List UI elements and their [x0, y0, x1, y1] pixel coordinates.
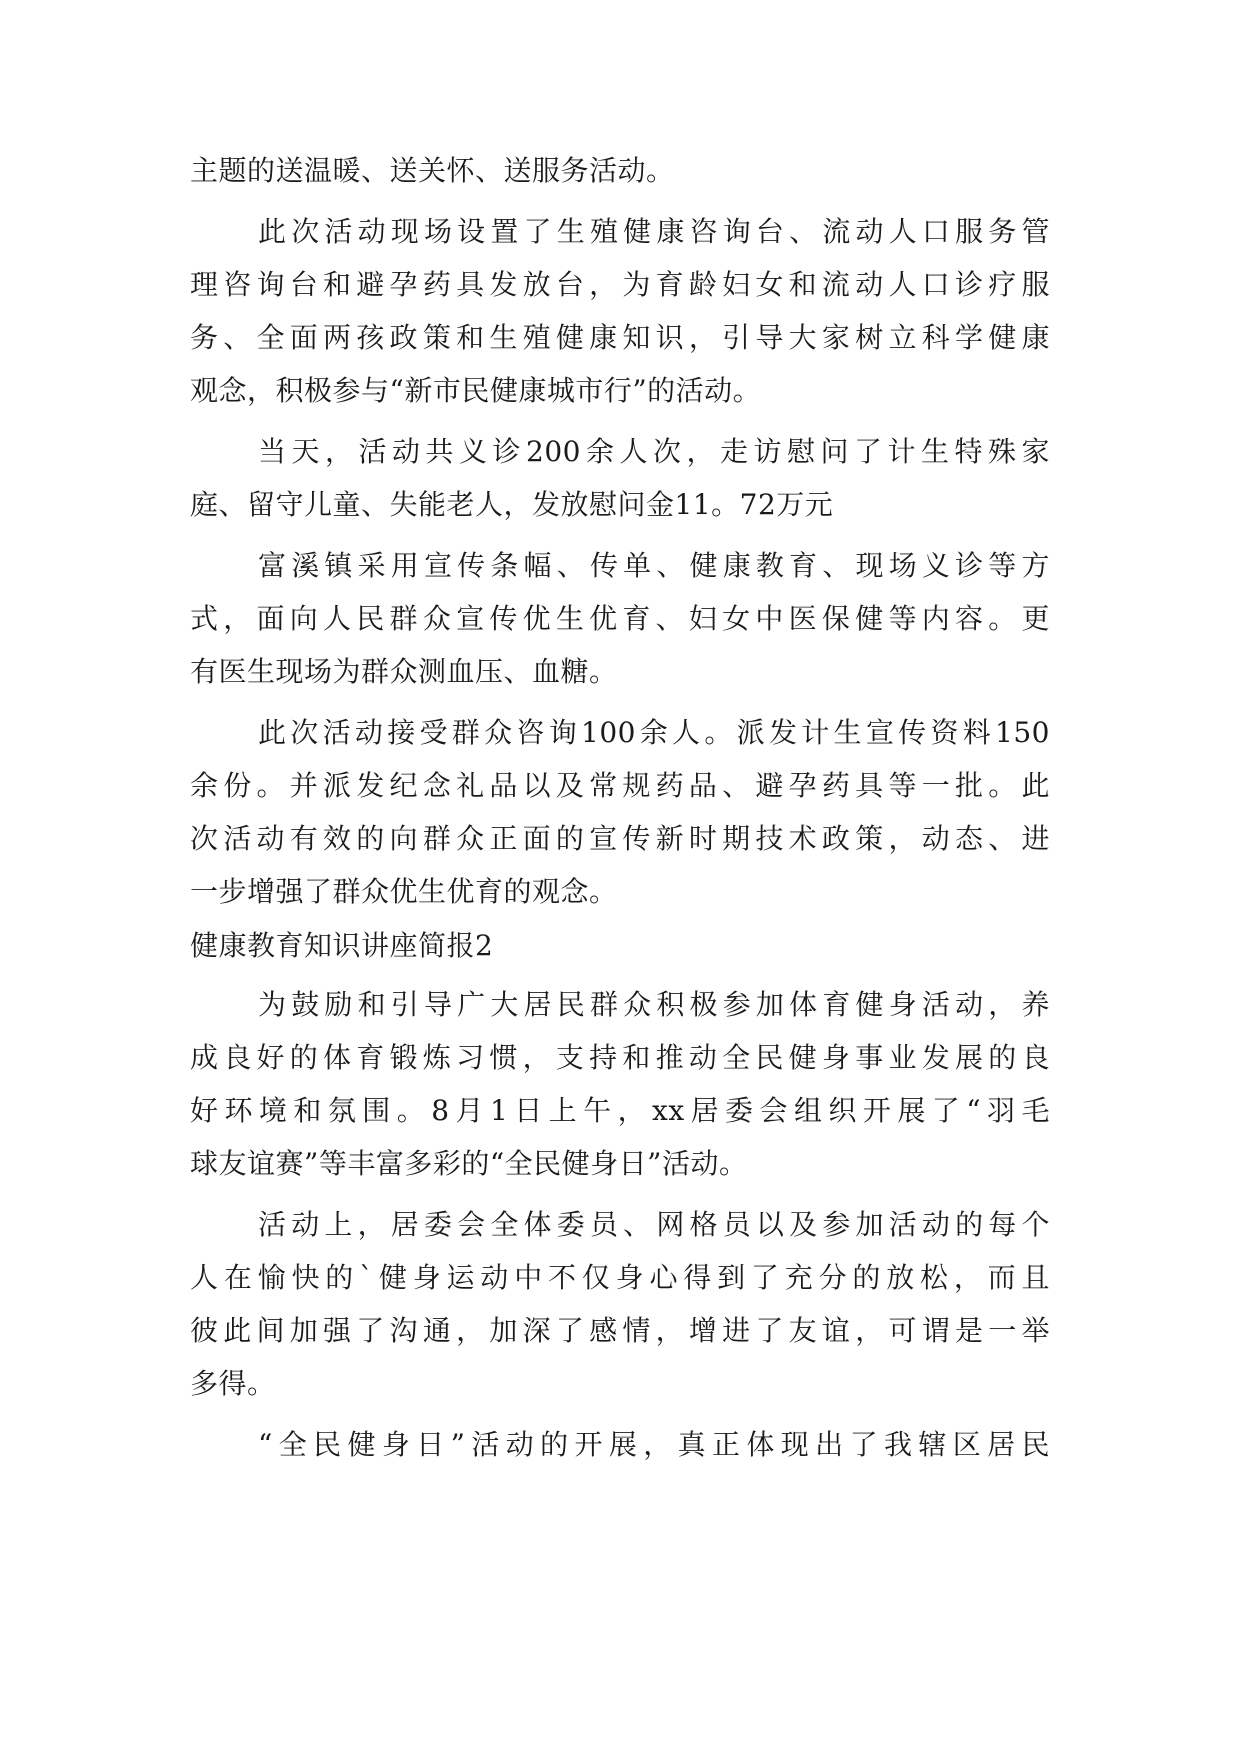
paragraph-first-line: 富溪镇采用宣传条幅、传单、健康教育、现场义诊等方	[258, 549, 1050, 582]
text-line: 务、全面两孩政策和生殖健康知识，引导大家树立科学健康	[190, 321, 1050, 354]
text-line: 好环境和氛围。8月1日上午，xx居委会组织开展了“羽毛	[190, 1094, 1050, 1127]
text-line: 彼此间加强了沟通，加深了感情，增进了友谊，可谓是一举	[190, 1314, 1050, 1347]
text-line: 有医生现场为群众测血压、血糖。	[190, 655, 618, 688]
paragraph-first-line: 当天，活动共义诊200余人次，走访慰问了计生特殊家	[258, 435, 1050, 468]
text-line: 次活动有效的向群众正面的宣传新时期技术政策，动态、进	[190, 822, 1050, 855]
text-line: 人在愉快的`健身运动中不仅身心得到了充分的放松，而且	[190, 1261, 1050, 1294]
paragraph-first-line: 活动上，居委会全体委员、网格员以及参加活动的每个	[258, 1208, 1050, 1241]
text-line: 成良好的体育锻炼习惯，支持和推动全民健身事业发展的良	[190, 1041, 1050, 1074]
text-line: 主题的送温暖、送关怀、送服务活动。	[190, 154, 675, 187]
text-line: 球友谊赛”等丰富多彩的“全民健身日”活动。	[190, 1147, 748, 1180]
paragraph-first-line: “全民健身日”活动的开展，真正体现出了我辖区居民	[258, 1428, 1050, 1461]
paragraph-first-line: 此次活动接受群众咨询100余人。派发计生宣传资料150	[258, 716, 1050, 749]
text-line: 理咨询台和避孕药具发放台，为育龄妇女和流动人口诊疗服	[190, 268, 1050, 301]
section-heading: 健康教育知识讲座简报2	[190, 929, 494, 962]
text-line: 观念，积极参与“新市民健康城市行”的活动。	[190, 374, 762, 407]
text-line: 式，面向人民群众宣传优生优育、妇女中医保健等内容。更	[190, 602, 1050, 635]
paragraph-first-line: 此次活动现场设置了生殖健康咨询台、流动人口服务管	[258, 215, 1050, 248]
text-line: 一步增强了群众优生优育的观念。	[190, 875, 618, 908]
paragraph-first-line: 为鼓励和引导广大居民群众积极参加体育健身活动，养	[258, 988, 1050, 1021]
text-line: 多得。	[190, 1367, 276, 1400]
text-line: 庭、留守儿童、失能老人，发放慰问金11。72万元	[190, 488, 834, 521]
text-line: 余份。并派发纪念礼品以及常规药品、避孕药具等一批。此	[190, 769, 1050, 802]
